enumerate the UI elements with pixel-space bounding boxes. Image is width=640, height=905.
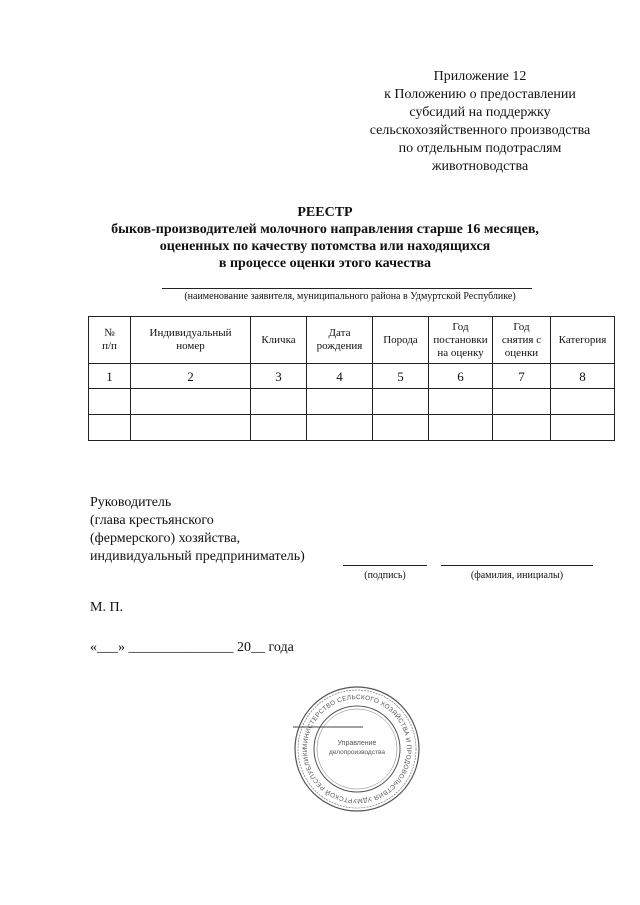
- table-cell[interactable]: [493, 389, 551, 415]
- table-cell[interactable]: [551, 415, 615, 441]
- column-number: 8: [551, 364, 615, 389]
- column-number: 1: [89, 364, 131, 389]
- appendix-line: Приложение 12: [433, 69, 527, 84]
- table-cell[interactable]: [307, 389, 373, 415]
- signer-line: индивидуальный предприниматель): [90, 549, 305, 564]
- appendix-line: к Положению о предоставлении: [384, 87, 576, 102]
- applicant-name-line: [162, 288, 532, 289]
- column-number: 2: [131, 364, 251, 389]
- table-cell[interactable]: [373, 415, 429, 441]
- column-header-birth-date: Дата рождения: [307, 317, 373, 364]
- column-header-nickname: Кличка: [251, 317, 307, 364]
- appendix-line: по отдельным подотраслям: [398, 141, 562, 156]
- table-cell[interactable]: [493, 415, 551, 441]
- svg-text:МИНИСТЕРСТВО СЕЛЬСКОГО ХОЗЯЙСТ: МИНИСТЕРСТВО СЕЛЬСКОГО ХОЗЯЙСТВА И ПРОДОВОЛЬСТВИЯ УДМУРТСКОЙ РЕСПУБЛИКИ: [301, 693, 413, 805]
- title-line: в процессе оценки этого качества: [218, 256, 432, 271]
- column-number: 6: [429, 364, 493, 389]
- table-cell[interactable]: [251, 415, 307, 441]
- table-cell[interactable]: [429, 389, 493, 415]
- svg-text:делопроизводства: делопроизводства: [329, 749, 385, 756]
- column-header-year-removed: Год снятия с оценки: [493, 317, 551, 364]
- title-line: быков-производителей молочного направления старше 16 месяцев,: [111, 222, 539, 237]
- column-number: 7: [493, 364, 551, 389]
- table-row: [89, 389, 615, 415]
- table-cell[interactable]: [251, 389, 307, 415]
- table-cell[interactable]: [131, 389, 251, 415]
- appendix-line: субсидий на поддержку: [409, 105, 551, 120]
- table-cell[interactable]: [89, 389, 131, 415]
- appendix-line: сельскохозяйственного производства: [369, 123, 591, 138]
- column-header-number: № п/п: [89, 317, 131, 364]
- signer-line: (фермерского) хозяйства,: [90, 531, 241, 546]
- table-cell[interactable]: [429, 415, 493, 441]
- column-number-row: [89, 364, 615, 389]
- table-header-row: [89, 317, 615, 364]
- appendix-line: животноводства: [431, 159, 529, 174]
- applicant-caption: (наименование заявителя, муниципального района в Удмуртской Республике): [184, 291, 516, 302]
- seal-label: М. П.: [90, 600, 124, 615]
- signer-line: (глава крестьянского: [90, 513, 214, 528]
- title-line: оцененных по качеству потомства или находящихся: [159, 239, 491, 254]
- signer-line: Руководитель: [90, 495, 172, 510]
- title-heading: РЕЕСТР: [297, 205, 353, 220]
- table-cell[interactable]: [373, 389, 429, 415]
- column-header-year-registered: Год постановки на оценку: [429, 317, 493, 364]
- svg-text:Управление: Управление: [337, 740, 377, 747]
- table-row: [89, 415, 615, 441]
- table-cell[interactable]: [89, 415, 131, 441]
- name-line: [441, 565, 593, 566]
- signature-caption: (подпись): [364, 570, 406, 581]
- column-number: 5: [373, 364, 429, 389]
- table-cell[interactable]: [551, 389, 615, 415]
- document-title: [90, 204, 560, 272]
- name-caption: (фамилия, инициалы): [470, 570, 564, 581]
- column-number: 3: [251, 364, 307, 389]
- signature-line: [343, 565, 427, 566]
- official-stamp: [293, 685, 421, 813]
- table-cell[interactable]: [131, 415, 251, 441]
- registry-table: [88, 316, 615, 441]
- column-header-individual-number: Индивидуальный номер: [131, 317, 251, 364]
- date-line: «___» _______________ 20__ года: [90, 640, 294, 655]
- column-number: 4: [307, 364, 373, 389]
- column-header-category: Категория: [551, 317, 615, 364]
- signer-block: [90, 494, 350, 566]
- table-cell[interactable]: [307, 415, 373, 441]
- appendix-note: [320, 68, 640, 176]
- column-header-breed: Порода: [373, 317, 429, 364]
